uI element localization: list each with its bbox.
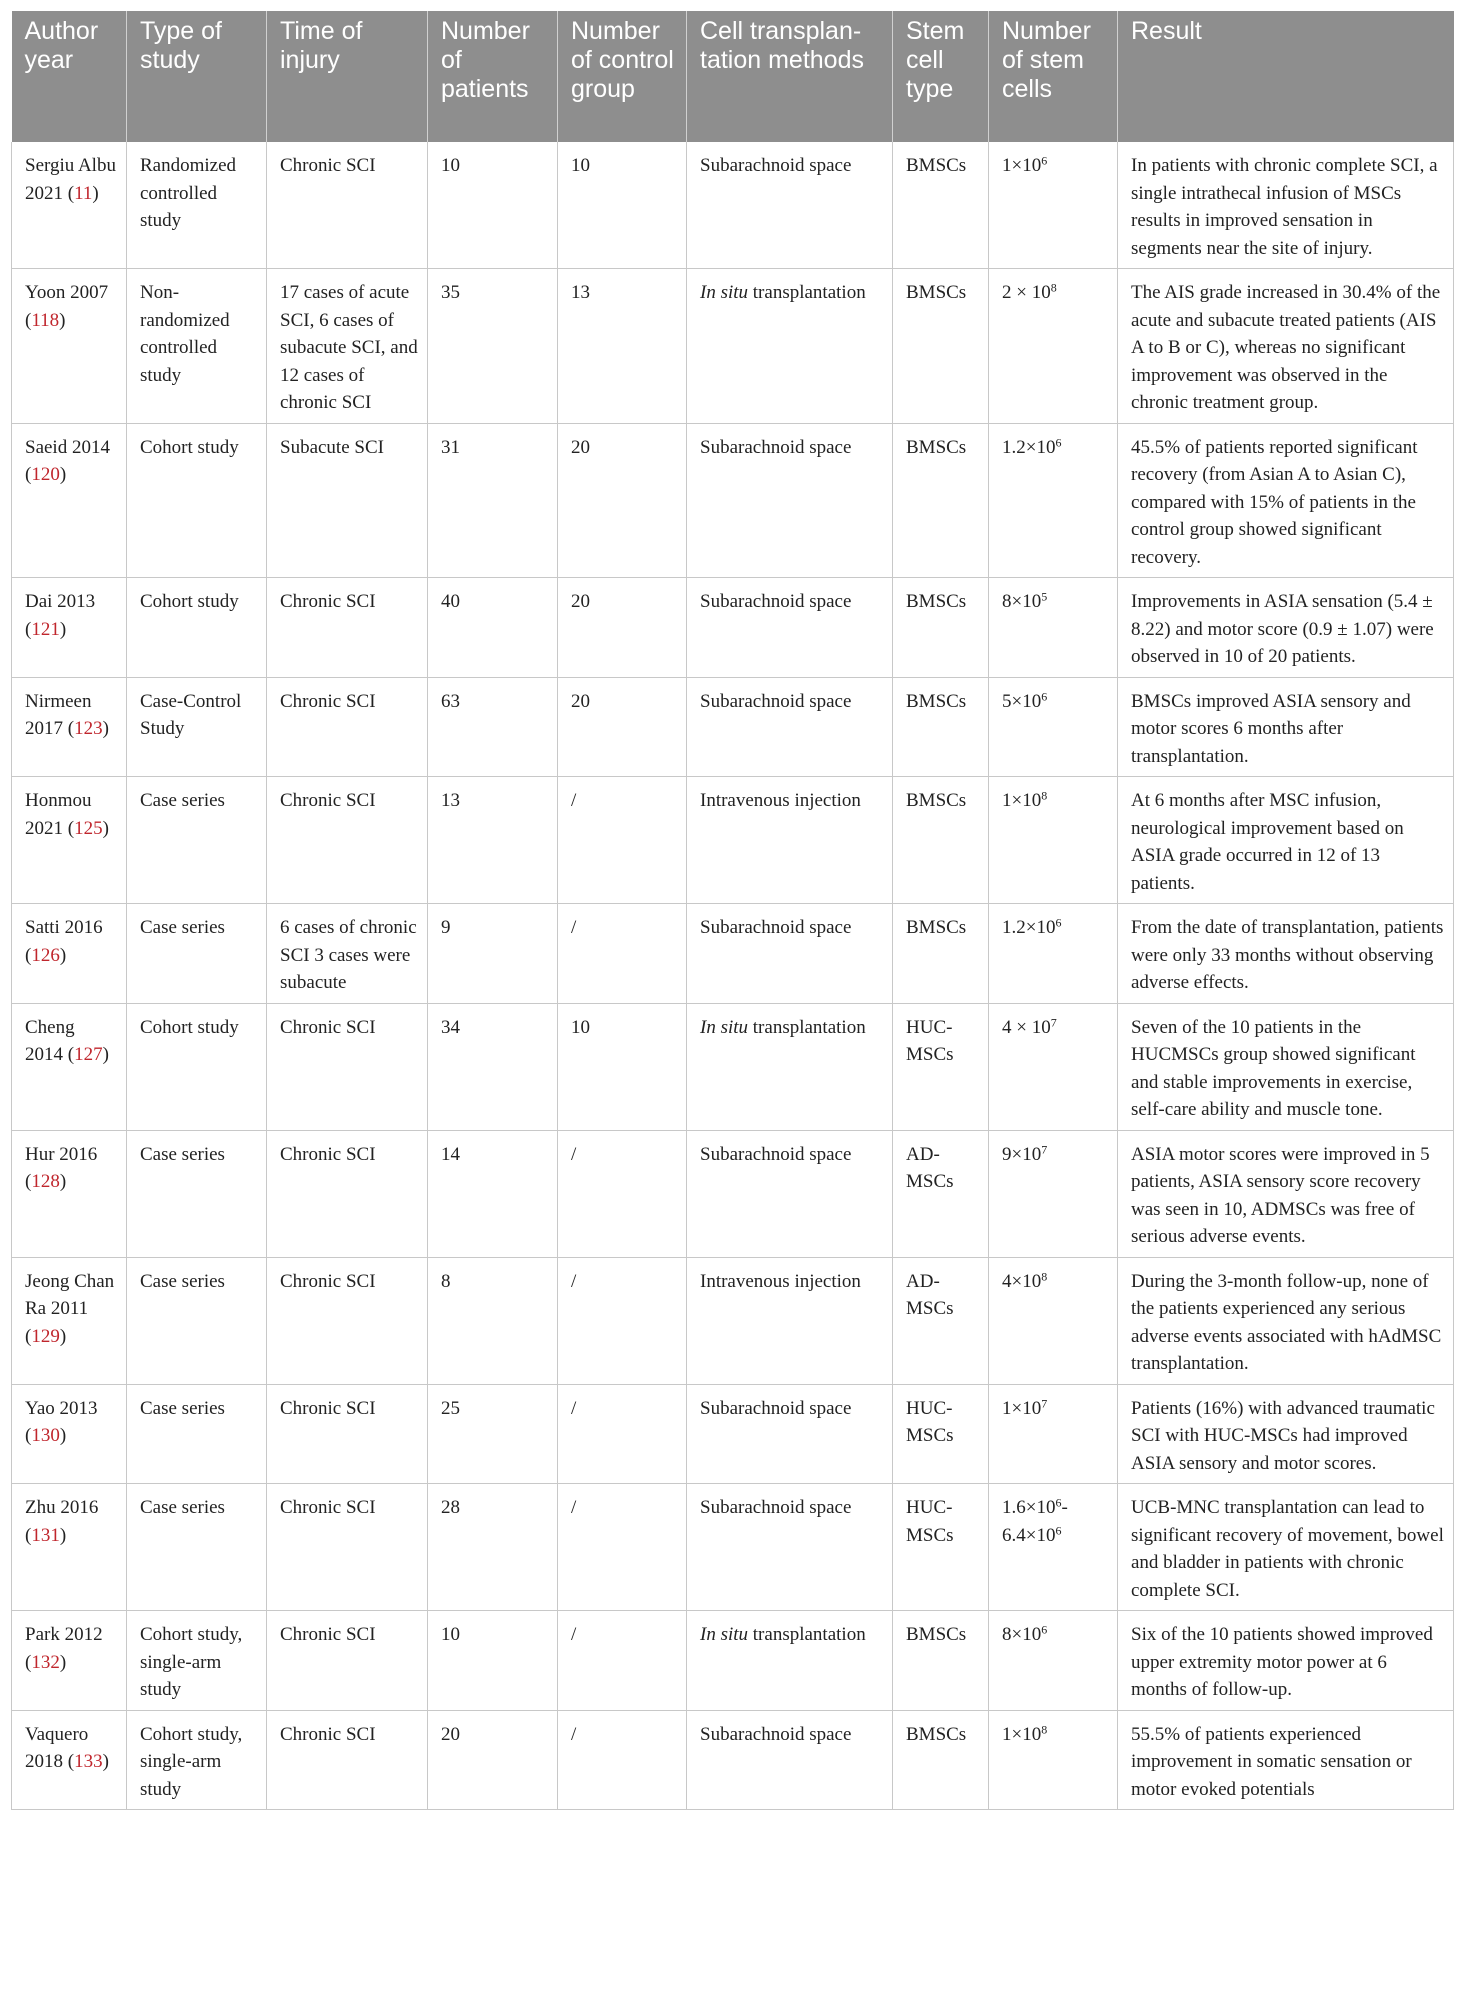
table-row [12,904,1454,1004]
cell-time-of-injury: 17 cases of acute SCI, 6 cases of subacute SCI, and 12 cases of chronic SCI [267,269,428,424]
author-name: Vaquero 2018 [25,1723,89,1772]
cell-number-of-control-group: 10 [558,1003,687,1130]
cell-author-year: Park 2012 (132) [12,1611,127,1711]
reference-link[interactable]: 11 [74,182,93,204]
cell-number-of-stem-cells [989,1257,1118,1384]
cell-author-year: Cheng 2014 (127) [12,1003,127,1130]
cell-time-of-injury: Chronic SCI [267,1130,428,1257]
cell-time-of-injury: Chronic SCI [267,1003,428,1130]
cells-base: 1×10 [1002,1723,1042,1745]
method-text: Subarachnoid space [700,1143,852,1165]
cell-type-of-study: Case series [127,777,267,904]
author-name: Yoon 2007 [25,282,109,303]
cell-type-of-study: Case series [127,1130,267,1257]
cell-result: During the 3-month follow-up, none of the patients experienced any serious adverse events associated with hAdMSC transplantation. [1118,1257,1454,1384]
author-name: Yao 2013 [25,1397,98,1419]
cells-exponent: 6 [1055,434,1062,449]
reference-link[interactable]: 125 [74,817,103,839]
table-body [12,142,1454,1810]
cells-base: 5×10 [1002,690,1042,712]
cell-time-of-injury: Chronic SCI [267,677,428,777]
cell-transplantation-method [687,1484,893,1611]
cell-stem-cell-type: AD-MSCs [893,1257,989,1384]
cell-number-of-patients: 8 [428,1257,558,1384]
cell-result: Improvements in ASIA sensation (5.4 ± 8.22) and motor score (0.9 ± 1.07) were observed in 10 of 20 patients. [1118,578,1454,678]
method-text: Intravenous injection [700,790,861,811]
cell-type-of-study: Case series [127,1484,267,1611]
cell-number-of-control-group: / [558,1257,687,1384]
table-row [12,1384,1454,1484]
cell-transplantation-method [687,777,893,904]
cell-stem-cell-type: BMSCs [893,578,989,678]
clinical-trials-table-container [11,11,1453,1810]
cell-number-of-patients: 13 [428,777,558,904]
cell-number-of-patients: 20 [428,1710,558,1810]
cell-number-of-patients: 40 [428,578,558,678]
cell-number-of-stem-cells [989,142,1118,269]
reference-link[interactable]: 130 [31,1425,60,1446]
table-row [12,1003,1454,1130]
cell-number-of-patients: 34 [428,1003,558,1130]
table-row [12,1710,1454,1810]
header-cell-transplantation-methods: Cell transplan-tation methods [687,11,893,142]
cell-author-year: Zhu 2016 (131) [12,1484,127,1611]
method-italic: In situ [700,1016,749,1038]
reference-link[interactable]: 131 [31,1524,60,1546]
cell-number-of-stem-cells [989,677,1118,777]
cells-exponent: 6 [1041,1622,1048,1637]
cell-type-of-study: Case-Control Study [127,677,267,777]
cell-time-of-injury: Chronic SCI [267,142,428,269]
cell-number-of-control-group: / [558,777,687,904]
cell-time-of-injury: 6 cases of chronic SCI 3 cases were subacute [267,904,428,1004]
author-name: Jeong Chan Ra 2011 [25,1270,115,1319]
cell-type-of-study: Non-randomized controlled study [127,269,267,424]
method-text: Subarachnoid space [700,1397,852,1419]
method-text: Subarachnoid space [700,1497,852,1518]
cell-stem-cell-type: BMSCs [893,777,989,904]
cell-author-year: Satti 2016 (126) [12,904,127,1004]
cell-number-of-control-group: 20 [558,423,687,578]
cell-author-year: Yoon 2007 (118) [12,269,127,424]
cell-number-of-stem-cells [989,1710,1118,1810]
cell-time-of-injury: Chronic SCI [267,1611,428,1711]
cell-result: 45.5% of patients reported significant recovery (from Asian A to Asian C), compared with 15% of patients in the control group showed significant recovery. [1118,423,1454,578]
cell-time-of-injury: Chronic SCI [267,1384,428,1484]
method-text: Subarachnoid space [700,917,852,938]
author-name: Hur 2016 [25,1143,98,1165]
cell-stem-cell-type: HUC-MSCs [893,1484,989,1611]
cell-author-year: Sergiu Albu 2021 (11) [12,142,127,269]
table-row [12,677,1454,777]
cell-number-of-control-group: 20 [558,677,687,777]
cells-exponent-2: 6 [1055,1522,1062,1537]
method-text: transplantation [752,1016,866,1038]
cells-tail: -6.4×10 [1002,1497,1068,1546]
header-time-of-injury: Time of injury [267,11,428,142]
reference-link[interactable]: 126 [31,944,60,966]
author-name: Dai 2013 [25,591,96,612]
author-name: Zhu 2016 [25,1497,99,1518]
cell-transplantation-method [687,269,893,424]
method-text: Subarachnoid space [700,1723,852,1745]
cell-stem-cell-type: HUC-MSCs [893,1003,989,1130]
cell-stem-cell-type: AD-MSCs [893,1130,989,1257]
cell-author-year: Honmou 2021 (125) [12,777,127,904]
header-author-year: Author year [12,11,127,142]
cell-number-of-control-group: / [558,1484,687,1611]
cell-number-of-patients: 14 [428,1130,558,1257]
cell-number-of-patients: 25 [428,1384,558,1484]
cell-type-of-study: Case series [127,1384,267,1484]
cells-exponent: 7 [1041,1141,1048,1156]
reference-link[interactable]: 121 [31,618,60,640]
cell-author-year: Vaquero 2018 (133) [12,1710,127,1810]
cell-type-of-study: Cohort study [127,423,267,578]
author-name: Park 2012 [25,1624,103,1645]
cell-author-year: Nirmeen 2017 (123) [12,677,127,777]
cell-time-of-injury: Chronic SCI [267,777,428,904]
method-text: Intravenous injection [700,1270,861,1292]
author-name: Honmou 2021 [25,790,92,839]
cell-time-of-injury: Subacute SCI [267,423,428,578]
method-text: transplantation [752,1624,866,1645]
cell-result: In patients with chronic complete SCI, a single intrathecal infusion of MSCs results in improved sensation in segments near the site of injury. [1118,142,1454,269]
table-row [12,777,1454,904]
cell-transplantation-method [687,1710,893,1810]
clinical-trials-table [11,11,1454,1810]
cell-number-of-control-group: / [558,1611,687,1711]
cell-number-of-stem-cells [989,904,1118,1004]
method-text: transplantation [752,282,866,303]
cells-base: 1.2×10 [1002,436,1056,458]
method-italic: In situ [700,1624,749,1645]
cell-result: ASIA motor scores were improved in 5 patients, ASIA sensory score recovery was seen in 10, ADMSCs was free of serious adverse events. [1118,1130,1454,1257]
cell-type-of-study: Case series [127,904,267,1004]
cell-result: Six of the 10 patients showed improved upper extremity motor power at 6 months of follow-up. [1118,1611,1454,1711]
cells-exponent: 6 [1041,688,1048,703]
cell-result: Patients (16%) with advanced traumatic SCI with HUC-MSCs had improved ASIA sensory and motor scores. [1118,1384,1454,1484]
cell-number-of-stem-cells [989,1384,1118,1484]
author-name: Nirmeen 2017 [25,690,92,739]
cell-stem-cell-type: HUC-MSCs [893,1384,989,1484]
cell-type-of-study: Case series [127,1257,267,1384]
table-row [12,142,1454,269]
cell-stem-cell-type: BMSCs [893,1710,989,1810]
cell-number-of-stem-cells [989,1611,1118,1711]
cells-base: 2 × 10 [1002,282,1051,303]
cell-number-of-patients: 28 [428,1484,558,1611]
cell-number-of-stem-cells [989,777,1118,904]
method-text: Subarachnoid space [700,690,852,712]
cell-time-of-injury: Chronic SCI [267,578,428,678]
reference-link[interactable]: 118 [31,309,60,331]
author-name: Cheng 2014 [25,1016,75,1065]
cell-number-of-stem-cells [989,423,1118,578]
table-row [12,1611,1454,1711]
cell-transplantation-method [687,142,893,269]
cell-number-of-patients: 35 [428,269,558,424]
cell-type-of-study: Cohort study [127,1003,267,1130]
cell-result: 55.5% of patients experienced improvement in somatic sensation or motor evoked potentials [1118,1710,1454,1810]
cell-number-of-control-group: / [558,1384,687,1484]
cell-stem-cell-type: BMSCs [893,142,989,269]
cells-exponent: 5 [1041,589,1048,604]
cells-exponent: 8 [1050,280,1057,295]
method-italic: In situ [700,282,749,303]
cell-result: Seven of the 10 patients in the HUCMSCs group showed significant and stable improvements in exercise, self-care ability and muscle tone. [1118,1003,1454,1130]
table-row [12,1130,1454,1257]
cell-author-year: Jeong Chan Ra 2011 (129) [12,1257,127,1384]
method-text: Subarachnoid space [700,591,852,612]
reference-link[interactable]: 129 [31,1325,60,1347]
header-number-of-patients: Number of patients [428,11,558,142]
cells-exponent: 6 [1055,1495,1062,1510]
cells-exponent: 6 [1055,915,1062,930]
reference-link[interactable]: 133 [74,1751,103,1772]
cell-number-of-control-group: / [558,904,687,1004]
cell-time-of-injury: Chronic SCI [267,1710,428,1810]
method-text: Subarachnoid space [700,155,852,176]
cell-transplantation-method [687,1257,893,1384]
cells-exponent: 6 [1041,153,1048,168]
cell-result: At 6 months after MSC infusion, neurological improvement based on ASIA grade occurred in 12 of 13 patients. [1118,777,1454,904]
reference-link[interactable]: 128 [31,1171,60,1192]
cells-base: 1×10 [1002,790,1042,811]
cells-base: 4×10 [1002,1270,1042,1292]
cell-number-of-control-group: 13 [558,269,687,424]
header-number-of-control-group: Number of control group [558,11,687,142]
cell-result: BMSCs improved ASIA sensory and motor scores 6 months after transplantation. [1118,677,1454,777]
table-row [12,423,1454,578]
cell-time-of-injury: Chronic SCI [267,1257,428,1384]
cell-number-of-stem-cells [989,269,1118,424]
cell-number-of-control-group: / [558,1130,687,1257]
cell-number-of-patients: 9 [428,904,558,1004]
cell-author-year: Dai 2013 (121) [12,578,127,678]
cell-transplantation-method [687,677,893,777]
table-row [12,1484,1454,1611]
author-name: Sergiu Albu 2021 [25,155,116,204]
cells-base: 8×10 [1002,1624,1042,1645]
cell-number-of-stem-cells [989,1003,1118,1130]
cell-transplantation-method [687,578,893,678]
cell-author-year: Yao 2013 (130) [12,1384,127,1484]
header-number-of-stem-cells: Number of stem cells [989,11,1118,142]
cell-stem-cell-type: BMSCs [893,677,989,777]
cell-number-of-stem-cells [989,578,1118,678]
cell-author-year: Hur 2016 (128) [12,1130,127,1257]
cell-number-of-patients: 31 [428,423,558,578]
cells-base: 1.6×10 [1002,1497,1056,1518]
cells-base: 9×10 [1002,1143,1042,1165]
cells-exponent: 7 [1041,1395,1048,1410]
cells-base: 1.2×10 [1002,917,1056,938]
cell-number-of-patients: 10 [428,142,558,269]
cell-number-of-control-group: / [558,1710,687,1810]
cell-transplantation-method [687,1130,893,1257]
cells-exponent: 7 [1050,1014,1057,1029]
cell-stem-cell-type: BMSCs [893,1611,989,1711]
cells-exponent: 8 [1041,1268,1048,1283]
author-name: Saeid 2014 [25,436,110,458]
cell-transplantation-method [687,1384,893,1484]
table-row [12,1257,1454,1384]
cells-exponent: 8 [1041,788,1048,803]
reference-link[interactable]: 132 [31,1651,60,1673]
cell-stem-cell-type: BMSCs [893,904,989,1004]
cell-type-of-study: Cohort study, single-arm study [127,1710,267,1810]
cell-result: From the date of transplantation, patients were only 33 months without observing adverse effects. [1118,904,1454,1004]
cell-transplantation-method [687,1003,893,1130]
cell-number-of-control-group: 20 [558,578,687,678]
cells-base: 1×10 [1002,1397,1042,1419]
cell-type-of-study: Cohort study [127,578,267,678]
cells-base: 8×10 [1002,591,1042,612]
cell-transplantation-method [687,423,893,578]
cell-transplantation-method [687,904,893,1004]
header-stem-cell-type: Stem cell type [893,11,989,142]
method-text: Subarachnoid space [700,436,852,458]
cell-type-of-study: Cohort study, single-arm study [127,1611,267,1711]
cells-exponent: 8 [1041,1721,1048,1736]
cell-stem-cell-type: BMSCs [893,269,989,424]
cell-time-of-injury: Chronic SCI [267,1484,428,1611]
table-row [12,578,1454,678]
reference-link[interactable]: 120 [31,464,60,485]
cell-number-of-patients: 10 [428,1611,558,1711]
author-name: Satti 2016 [25,917,103,938]
table-header-row [12,11,1454,142]
cell-number-of-patients: 63 [428,677,558,777]
cell-result: UCB-MNC transplantation can lead to significant recovery of movement, bowel and bladder in patients with chronic complete SCI. [1118,1484,1454,1611]
cell-number-of-control-group: 10 [558,142,687,269]
header-result: Result [1118,11,1454,142]
cell-result: The AIS grade increased in 30.4% of the acute and subacute treated patients (AIS A to B or C), whereas no significant improvement was observed in the chronic treatment group. [1118,269,1454,424]
cell-number-of-stem-cells [989,1484,1118,1611]
table-row [12,269,1454,424]
cell-type-of-study: Randomized controlled study [127,142,267,269]
cells-base: 4 × 10 [1002,1016,1051,1038]
cell-number-of-stem-cells [989,1130,1118,1257]
reference-link[interactable]: 127 [74,1044,103,1065]
reference-link[interactable]: 123 [74,718,103,739]
cell-stem-cell-type: BMSCs [893,423,989,578]
header-type-of-study: Type of study [127,11,267,142]
cells-base: 1×10 [1002,155,1042,176]
cell-transplantation-method [687,1611,893,1711]
cell-author-year: Saeid 2014 (120) [12,423,127,578]
